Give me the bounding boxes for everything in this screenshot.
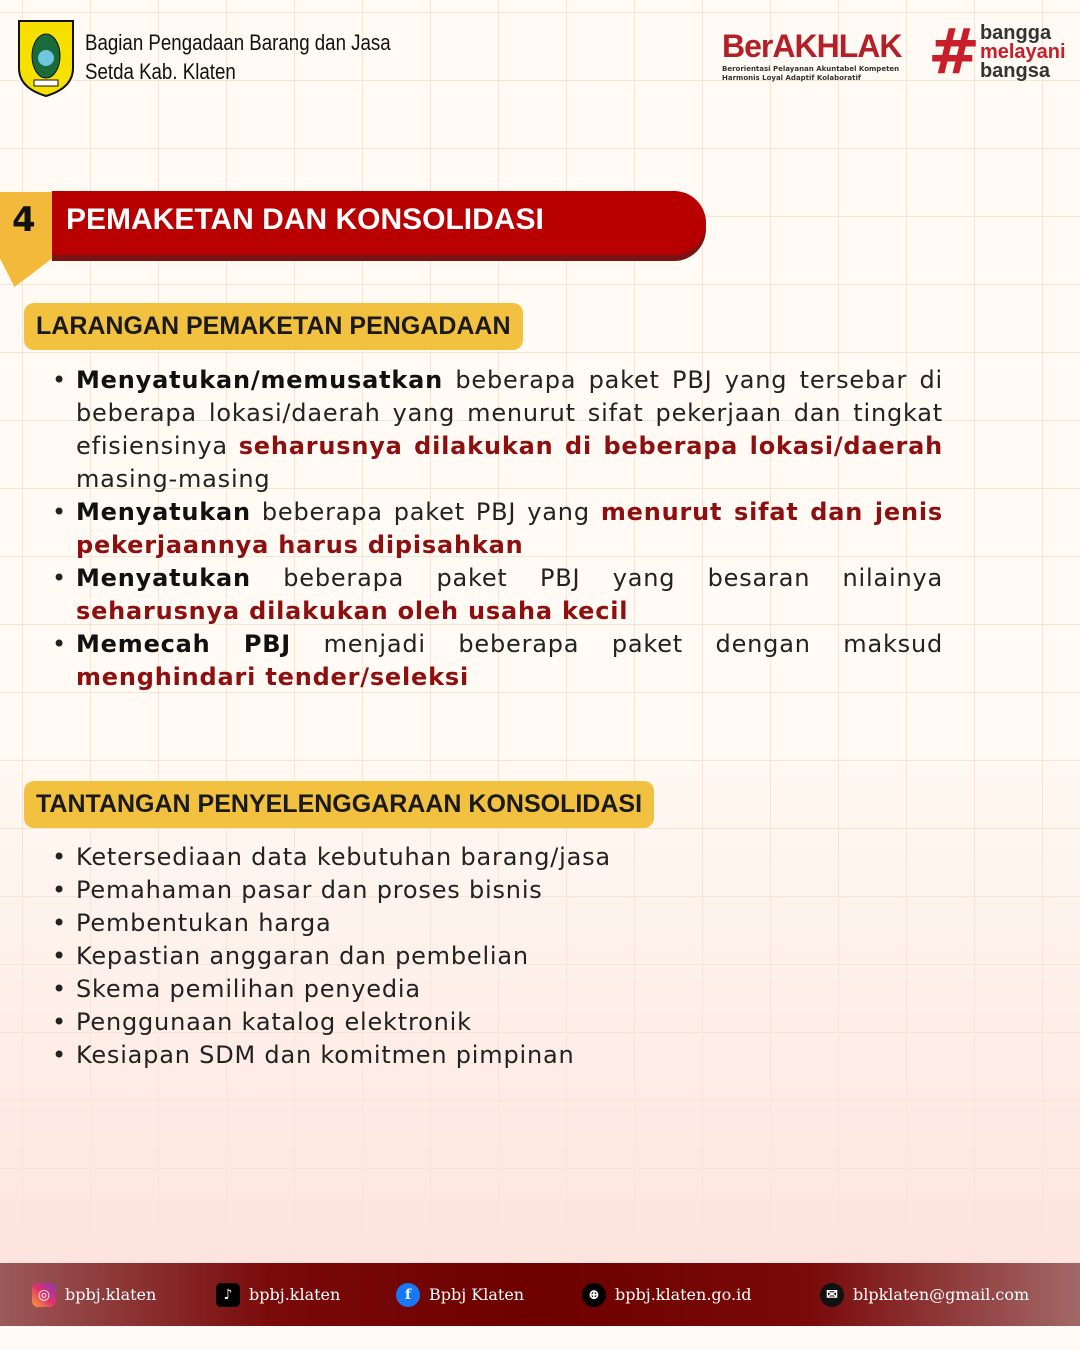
body-text: beberapa paket PBJ yang besaran nilainya bbox=[250, 564, 943, 592]
bangga-melayani-bangsa-logo bbox=[928, 15, 1066, 88]
mail-icon: ✉ bbox=[820, 1283, 844, 1307]
footer-contact-bar bbox=[0, 1263, 1080, 1326]
highlight-text: seharusnya dilakukan oleh usaha kecil bbox=[76, 597, 629, 625]
bold-text: Menyatukan bbox=[76, 564, 251, 592]
org-line2: Setda Kab. Klaten bbox=[85, 59, 236, 84]
bold-text: Memecah PBJ bbox=[76, 630, 292, 658]
bold-text: Menyatukan/memusatkan bbox=[76, 366, 444, 394]
org-line1: Bagian Pengadaan Barang dan Jasa bbox=[85, 30, 391, 55]
instagram-link[interactable] bbox=[32, 1283, 156, 1307]
email-address: blpklaten@gmail.com bbox=[853, 1285, 1030, 1304]
facebook-link[interactable] bbox=[396, 1283, 524, 1307]
tantangan-item: • Skema pemilihan penyedia bbox=[50, 973, 943, 1006]
klaten-regency-emblem-logo bbox=[16, 18, 76, 98]
section-title: PEMAKETAN DAN KONSOLIDASI bbox=[66, 203, 544, 236]
berakhlak-sub1: Berorientasi Pelayanan Akuntabel Kompeten bbox=[722, 65, 900, 73]
tantangan-list bbox=[50, 841, 943, 1072]
berakhlak-title: BerAKHLAK bbox=[722, 28, 902, 64]
facebook-handle: Bpbj Klaten bbox=[429, 1285, 525, 1304]
tiktok-icon: ♪ bbox=[216, 1283, 240, 1307]
body-text: beberapa paket PBJ yang bbox=[250, 498, 601, 526]
website-link[interactable] bbox=[582, 1283, 751, 1307]
highlight-text: menghindari tender/seleksi bbox=[76, 663, 469, 691]
tantangan-item: • Pembentukan harga bbox=[50, 907, 943, 940]
berakhlak-logo bbox=[722, 28, 901, 83]
website-url: bpbj.klaten.go.id bbox=[615, 1285, 752, 1304]
globe-icon: ⊕ bbox=[582, 1283, 606, 1307]
body-text: masing-masing bbox=[76, 465, 271, 493]
hashtag-icon: # bbox=[928, 15, 980, 88]
melayani-word: melayani bbox=[979, 40, 1066, 63]
berakhlak-sub2: Harmonis Loyal Adaptif Kolaboratif bbox=[722, 74, 861, 82]
bangga-word: bangga bbox=[979, 21, 1052, 44]
tantangan-item: • Ketersediaan data kebutuhan barang/jasa bbox=[50, 841, 943, 874]
tantangan-item: • Kepastian anggaran dan pembelian bbox=[50, 940, 943, 973]
body-text: menjadi beberapa paket dengan maksud bbox=[291, 630, 943, 658]
email-link[interactable] bbox=[820, 1283, 1029, 1307]
larangan-item bbox=[50, 562, 943, 628]
larangan-item bbox=[50, 364, 943, 496]
tiktok-handle: bpbj.klaten bbox=[249, 1285, 341, 1304]
organization-name bbox=[85, 28, 391, 86]
bangsa-word: bangsa bbox=[979, 59, 1050, 82]
bold-text: Menyatukan bbox=[76, 498, 251, 526]
highlight-text: seharusnya dilakukan di beberapa lokasi/daerah bbox=[238, 432, 943, 460]
larangan-item bbox=[50, 628, 943, 694]
tantangan-item: • Penggunaan katalog elektronik bbox=[50, 1006, 943, 1039]
section-title-banner bbox=[52, 191, 706, 255]
tantangan-heading: TANTANGAN PENYELENGGARAAN KONSOLIDASI bbox=[24, 781, 654, 828]
facebook-icon: f bbox=[396, 1283, 420, 1307]
larangan-heading: LARANGAN PEMAKETAN PENGADAAN bbox=[24, 303, 523, 350]
tantangan-item: • Pemahaman pasar dan proses bisnis bbox=[50, 874, 943, 907]
section-number: 4 bbox=[12, 200, 36, 240]
tiktok-link[interactable] bbox=[216, 1283, 340, 1307]
tantangan-item: • Kesiapan SDM dan komitmen pimpinan bbox=[50, 1039, 943, 1072]
instagram-icon: ◎ bbox=[32, 1283, 56, 1307]
highlight-text: menurut sifat dan jenis pekerjaannya harus dipisahkan bbox=[76, 498, 943, 559]
bottom-margin bbox=[0, 1326, 1080, 1350]
body-text: beberapa paket PBJ yang tersebar di beberapa lokasi/daerah yang menurut sifat pekerjaan dan tingkat efisiensinya bbox=[76, 366, 943, 460]
larangan-item bbox=[50, 496, 943, 562]
larangan-list bbox=[50, 364, 943, 694]
instagram-handle: bpbj.klaten bbox=[65, 1285, 157, 1304]
